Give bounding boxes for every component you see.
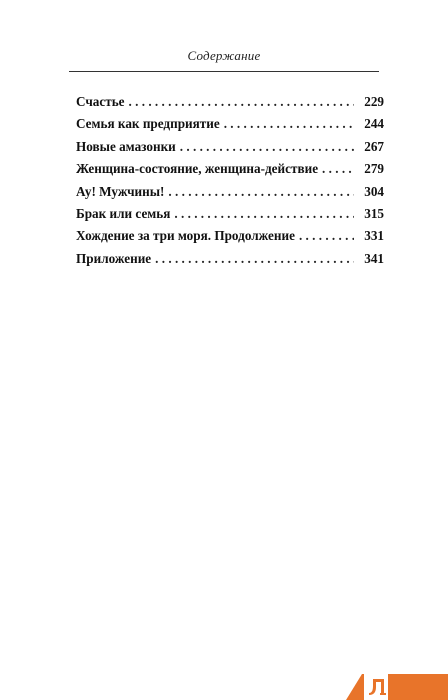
toc-entry[interactable] xyxy=(76,206,384,228)
toc-entry-page: 244 xyxy=(364,116,384,132)
toc-entry-title: Брак или семья xyxy=(76,205,171,221)
dot-leader xyxy=(174,206,354,222)
header-divider xyxy=(69,71,379,72)
table-of-contents xyxy=(76,94,384,273)
toc-entry-page: 229 xyxy=(364,94,384,109)
toc-entry[interactable] xyxy=(76,139,384,161)
toc-entry-page: 331 xyxy=(364,228,384,244)
toc-entry[interactable] xyxy=(76,94,384,116)
toc-entry[interactable] xyxy=(76,251,384,273)
toc-entry-title: Семья как предприятие xyxy=(76,116,220,132)
toc-entry-page: 279 xyxy=(364,161,384,177)
toc-entry[interactable] xyxy=(76,161,384,183)
toc-entry-title: Женщина-состояние, женщина-действие xyxy=(76,161,319,177)
dot-leader xyxy=(299,228,354,244)
dot-leader xyxy=(129,94,354,110)
dot-leader xyxy=(180,139,354,155)
dot-leader xyxy=(224,116,354,132)
toc-entry[interactable] xyxy=(76,228,384,250)
toc-entry-page: 341 xyxy=(364,250,384,266)
toc-entry-title: Счастье xyxy=(76,94,125,109)
toc-entry-page: 267 xyxy=(364,138,384,154)
dot-leader xyxy=(168,184,354,200)
watermark-band xyxy=(346,674,448,700)
toc-entry-page: 315 xyxy=(364,205,384,221)
toc-entry[interactable] xyxy=(76,116,384,138)
toc-entry-title: Ау! Мужчины! xyxy=(76,183,165,199)
toc-entry-title: Приложение xyxy=(76,250,152,266)
watermark-logo-shape xyxy=(318,674,448,700)
watermark-logo xyxy=(318,674,448,700)
toc-entry-title: Новые амазонки xyxy=(76,138,176,154)
toc-entry-title: Хождение за три моря. Продолжение xyxy=(76,228,295,244)
dot-leader xyxy=(322,161,354,177)
dot-leader xyxy=(155,251,354,267)
running-head: Содержание xyxy=(187,48,261,63)
toc-entry-page: 304 xyxy=(364,183,384,199)
toc-entry[interactable] xyxy=(76,184,384,206)
